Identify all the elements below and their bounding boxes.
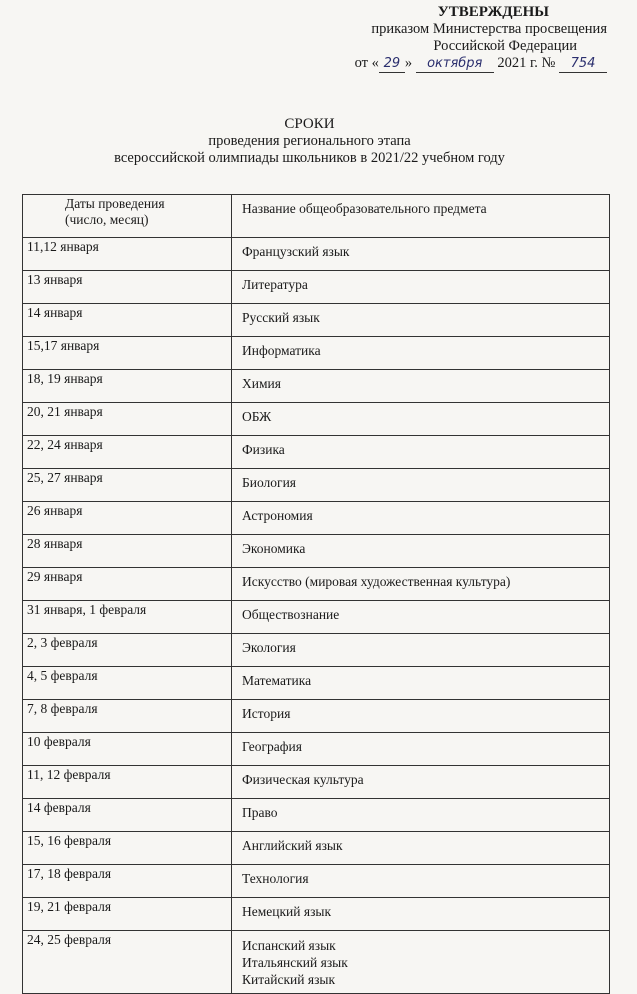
row-date: 19, 21 февраля [23, 898, 232, 931]
row-subject: Биология [232, 469, 610, 502]
year-text: 2021 г. № [493, 55, 559, 71]
table-row [23, 766, 610, 799]
row-subject: Литература [232, 271, 610, 304]
row-date: 15, 16 февраля [23, 832, 232, 865]
row-date: 25, 27 января [23, 469, 232, 502]
row-subject-list [232, 931, 610, 994]
row-subject: Экономика [232, 535, 610, 568]
table-row [23, 898, 610, 931]
row-date: 15,17 января [23, 337, 232, 370]
row-subject: Физическая культура [232, 766, 610, 799]
row-date: 10 февраля [23, 733, 232, 766]
approval-line-ministry: приказом Министерства просвещения [371, 21, 607, 37]
row-date: 13 января [23, 271, 232, 304]
row-subject: Обществознание [232, 601, 610, 634]
approval-block [327, 4, 607, 73]
row-subject: Французский язык [232, 238, 610, 271]
row-subject: Итальянский язык [242, 955, 348, 970]
table-row [23, 436, 610, 469]
approval-line-federation: Российской Федерации [433, 38, 577, 54]
table-row [23, 733, 610, 766]
schedule-table [22, 194, 610, 994]
row-date: 20, 21 января [23, 403, 232, 436]
row-subject: Информатика [232, 337, 610, 370]
table-row [23, 304, 610, 337]
row-date: 14 января [23, 304, 232, 337]
row-date: 18, 19 января [23, 370, 232, 403]
table-row [23, 799, 610, 832]
title-subtitle-1: проведения регионального этапа [208, 133, 411, 149]
row-subject: Английский язык [232, 832, 610, 865]
table-row [23, 931, 610, 994]
handwritten-month: октября [416, 55, 494, 73]
row-subject: Испанский язык [242, 938, 336, 953]
row-subject: История [232, 700, 610, 733]
table-header-row [23, 195, 610, 238]
row-subject: Технология [232, 865, 610, 898]
row-date: 24, 25 февраля [23, 931, 232, 994]
table-row [23, 271, 610, 304]
table-row [23, 601, 610, 634]
approval-heading: УТВЕРЖДЕНЫ [437, 4, 549, 20]
header-date-line2: (число, месяц) [65, 212, 149, 227]
row-subject: Искусство (мировая художественная культура) [232, 568, 610, 601]
row-date: 11,12 января [23, 238, 232, 271]
row-date: 4, 5 февраля [23, 667, 232, 700]
row-subject: Немецкий язык [232, 898, 610, 931]
row-date: 29 января [23, 568, 232, 601]
row-subject: Физика [232, 436, 610, 469]
row-subject: ОБЖ [232, 403, 610, 436]
handwritten-order-number: 754 [559, 55, 607, 73]
table-row [23, 403, 610, 436]
row-date: 17, 18 февраля [23, 865, 232, 898]
title-subtitle-2: всероссийской олимпиады школьников в 2021/22 учебном году [114, 150, 505, 166]
table-row [23, 337, 610, 370]
table-row [23, 634, 610, 667]
row-subject: Астрономия [232, 502, 610, 535]
table-row [23, 502, 610, 535]
row-subject: Математика [232, 667, 610, 700]
row-date: 11, 12 февраля [23, 766, 232, 799]
row-date: 22, 24 января [23, 436, 232, 469]
row-date: 31 января, 1 февраля [23, 601, 232, 634]
table-row [23, 568, 610, 601]
table-row [23, 238, 610, 271]
table-row [23, 700, 610, 733]
document-title [0, 116, 637, 167]
header-date [23, 195, 232, 238]
table-row [23, 865, 610, 898]
row-date: 28 января [23, 535, 232, 568]
header-date-line1: Даты проведения [65, 196, 165, 211]
row-subject: Право [232, 799, 610, 832]
row-subject: Экология [232, 634, 610, 667]
row-subject: Химия [232, 370, 610, 403]
row-subject: Русский язык [232, 304, 610, 337]
row-date: 14 февраля [23, 799, 232, 832]
date-mid: » [404, 55, 416, 71]
handwritten-day: 29 [379, 55, 405, 73]
table-row [23, 667, 610, 700]
row-subject: География [232, 733, 610, 766]
table-row [23, 469, 610, 502]
table-row [23, 370, 610, 403]
row-subject: Китайский язык [242, 972, 336, 987]
row-date: 26 января [23, 502, 232, 535]
row-date: 7, 8 февраля [23, 700, 232, 733]
table-row [23, 535, 610, 568]
header-subject: Название общеобразовательного предмета [232, 195, 610, 238]
title-main: СРОКИ [284, 116, 335, 132]
date-prefix: от « [354, 55, 379, 71]
approval-date-line [327, 55, 607, 73]
table-row [23, 832, 610, 865]
row-date: 2, 3 февраля [23, 634, 232, 667]
